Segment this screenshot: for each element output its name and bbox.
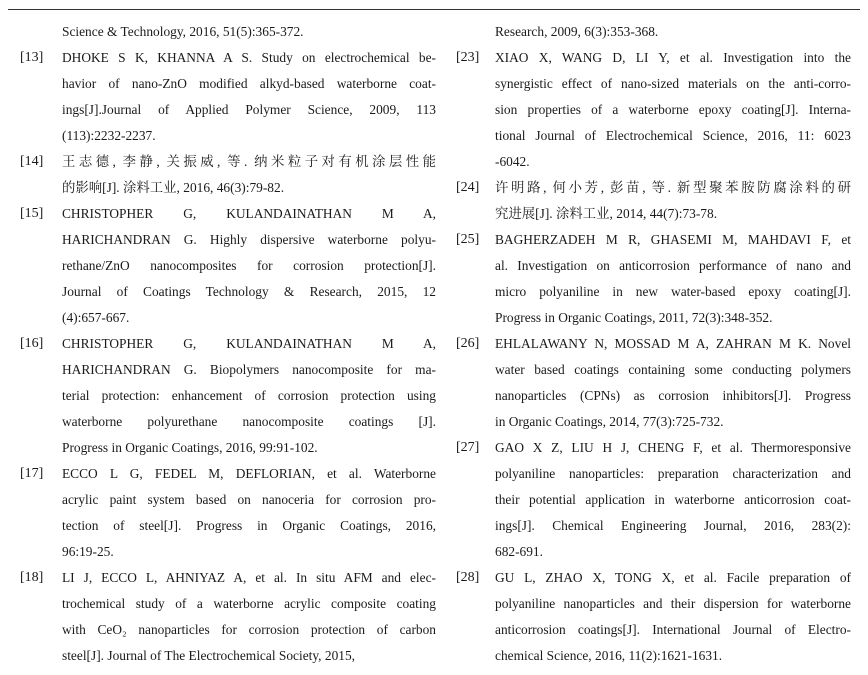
reference-entry — [20, 149, 436, 201]
reference-line: polyaniline nanoparticles and their dispersion for waterborne — [495, 596, 851, 611]
reference-line: in Organic Coatings, 2014, 77(3):725-732. — [495, 414, 724, 429]
reference-line: micro polyaniline in new water-based epoxy coating[J]. — [495, 284, 851, 299]
reference-entry — [456, 227, 851, 331]
reference-line: chemical Science, 2016, 11(2):1621-1631. — [495, 648, 723, 663]
reference-number: [24] — [456, 180, 480, 195]
reference-number: [28] — [456, 570, 480, 585]
reference-line: 究进展[J]. 涂料工业, 2014, 44(7):73-78. — [495, 206, 718, 221]
reference-line: havior of nano-ZnO modified alkyd-based waterborne coat- — [62, 76, 436, 91]
reference-line: 682-691. — [495, 544, 543, 559]
reference-entry — [20, 461, 436, 565]
top-rule — [8, 9, 860, 10]
reference-line: (4):657-667. — [62, 310, 130, 325]
reference-entry — [456, 565, 851, 669]
reference-line: nanoparticles (CPNs) as corrosion inhibitors[J]. Progress — [495, 388, 851, 403]
reference-line: EHLALAWANY N, MOSSAD M A, ZAHRAN M K. Novel — [495, 336, 851, 351]
reference-line: synergistic effect of nano-sized materials on the anti-corro- — [495, 76, 851, 91]
reference-line: with CeO₂ nanoparticles for corrosion protection of carbon — [62, 622, 436, 637]
reference-line: GU L, ZHAO X, TONG X, et al. Facile preparation of — [495, 570, 851, 585]
reference-line: terial protection: enhancement of corrosion protection using — [62, 388, 436, 403]
reference-entry — [456, 45, 851, 175]
reference-line: trochemical study of a waterborne acrylic composite coating — [62, 596, 436, 611]
reference-line: al. Investigation on anticorrosion performance of nano and — [495, 258, 851, 273]
reference-number: [14] — [20, 154, 44, 169]
continuation-line: Science & Technology, 2016, 51(5):365-372. — [62, 24, 304, 39]
reference-entry — [20, 565, 436, 669]
reference-line: rethane/ZnO nanocomposites for corrosion protection[J]. — [62, 258, 436, 273]
left-column — [20, 19, 436, 669]
reference-line: anticorrosion coatings[J]. International Journal of Electro- — [495, 622, 851, 637]
reference-line: 许明路, 何小芳, 彭苗, 等. 新型聚苯胺防腐涂料的研 — [495, 180, 851, 195]
reference-number: [25] — [456, 232, 480, 247]
reference-number: [23] — [456, 50, 480, 65]
reference-line: tional Journal of Electrochemical Science, 2016, 11: 6023 — [495, 128, 851, 143]
reference-line: GAO X Z, LIU H J, CHENG F, et al. Thermoresponsive — [495, 440, 851, 455]
reference-entry — [20, 201, 436, 331]
reference-entry — [456, 331, 851, 435]
reference-line: -6042. — [495, 154, 530, 169]
reference-number: [16] — [20, 336, 44, 351]
reference-number: [26] — [456, 336, 480, 351]
reference-line: acrylic paint system based on nanoceria for corrosion pro- — [62, 492, 436, 507]
reference-line: CHRISTOPHER G, KULANDAINATHAN M A, — [62, 336, 436, 351]
reference-line: Progress in Organic Coatings, 2011, 72(3):348-352. — [495, 310, 773, 325]
right-column — [456, 19, 851, 669]
reference-number: [13] — [20, 50, 44, 65]
reference-number: [15] — [20, 206, 44, 221]
reference-line: ings[J].Journal of Applied Polymer Science, 2009, 113 — [62, 102, 436, 117]
reference-number: [17] — [20, 466, 44, 481]
reference-entry — [456, 435, 851, 565]
reference-line: XIAO X, WANG D, LI Y, et al. Investigation into the — [495, 50, 851, 65]
reference-line: 王志德, 李静, 关振威, 等. 纳米粒子对有机涂层性能 — [62, 154, 436, 169]
continuation-text — [456, 19, 851, 45]
continuation-line: Research, 2009, 6(3):353-368. — [495, 24, 659, 39]
reference-line: HARICHANDRAN G. Highly dispersive waterborne polyu- — [62, 232, 436, 247]
reference-line: tection of steel[J]. Progress in Organic Coatings, 2016, — [62, 518, 436, 533]
reference-line: water based coatings containing some conducting polymers — [495, 362, 851, 377]
reference-line: (113):2232-2237. — [62, 128, 156, 143]
reference-line: their potential application in waterborne anticorrosion coat- — [495, 492, 851, 507]
reference-line: LI J, ECCO L, AHNIYAZ A, et al. In situ AFM and elec- — [62, 570, 436, 585]
reference-line: HARICHANDRAN G. Biopolymers nanocomposite for ma- — [62, 362, 436, 377]
reference-line: ings[J]. Chemical Engineering Journal, 2016, 283(2): — [495, 518, 851, 533]
reference-line: Progress in Organic Coatings, 2016, 99:91-102. — [62, 440, 318, 455]
reference-line: polyaniline nanoparticles: preparation characterization and — [495, 466, 851, 481]
reference-line: waterborne polyurethane nanocomposite coatings [J]. — [62, 414, 436, 429]
reference-line: Journal of Coatings Technology & Research, 2015, 12 — [62, 284, 436, 299]
reference-entry — [20, 45, 436, 149]
reference-number: [27] — [456, 440, 480, 455]
reference-line: 96:19-25. — [62, 544, 114, 559]
reference-line: steel[J]. Journal of The Electrochemical Society, 2015, — [62, 648, 356, 663]
reference-line: BAGHERZADEH M R, GHASEMI M, MAHDAVI F, et — [495, 232, 851, 247]
reference-line: 的影响[J]. 涂料工业, 2016, 46(3):79-82. — [62, 180, 285, 195]
reference-entry — [456, 175, 851, 227]
reference-line: sion properties of a waterborne epoxy coating[J]. Interna- — [495, 102, 851, 117]
reference-line: CHRISTOPHER G, KULANDAINATHAN M A, — [62, 206, 436, 221]
reference-entry — [20, 331, 436, 461]
continuation-text — [20, 19, 436, 45]
reference-line: ECCO L G, FEDEL M, DEFLORIAN, et al. Waterborne — [62, 466, 436, 481]
reference-number: [18] — [20, 570, 44, 585]
reference-line: DHOKE S K, KHANNA A S. Study on electrochemical be- — [62, 50, 436, 65]
